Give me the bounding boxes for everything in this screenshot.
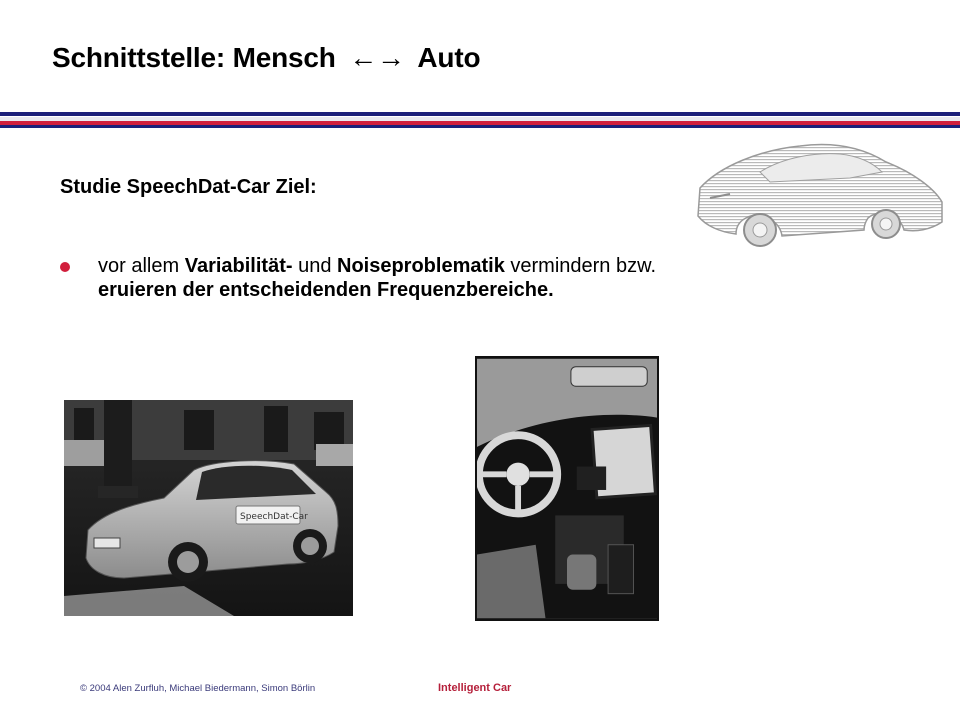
title-left: Schnittstelle: Mensch [52, 42, 336, 73]
subheading: Studie SpeechDat-Car Ziel: [60, 176, 317, 198]
footer-presentation-title: Intelligent Car [438, 682, 512, 694]
title-right: Auto [417, 42, 481, 73]
footer-copyright: © 2004 Alen Zurfluh, Michael Biedermann, Simon Börlin [80, 683, 316, 694]
car-street-photo [64, 400, 353, 616]
header-stripes [0, 112, 960, 128]
car-door-label: SpeechDat-Car [240, 512, 308, 522]
bullet-text: vor allem Variabilität- und Noiseproblematik vermindern bzw. eruieren der entscheidenden Frequenzbereiche. [98, 255, 656, 301]
car-interior-photo [475, 356, 659, 621]
car-icon [690, 132, 946, 252]
bullet-dot-icon [60, 262, 70, 272]
slide-title [52, 42, 480, 74]
double-arrow-icon: ←→ [349, 42, 405, 73]
car-logo-image [690, 132, 946, 252]
